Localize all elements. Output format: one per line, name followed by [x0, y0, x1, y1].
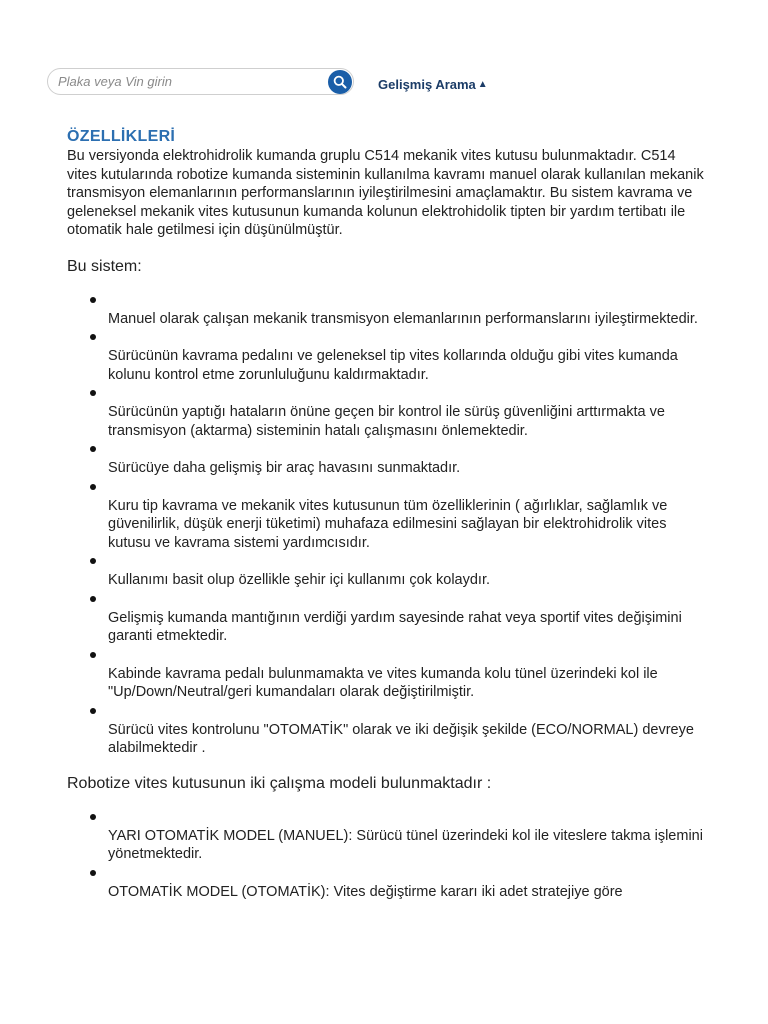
intro-paragraph: Bu versiyonda elektrohidrolik kumanda gruplu C514 mekanik vites kutusu bulunmaktadır. C514 vites kutularında robotize kumanda sisteminin kullanılma kavramı manuel olarak kullanılan mekanik transmisyon elemanlarının performanslarının iyileştirilmesini amaçlamaktır. Bu sistem kavrama ve geleneksel mekanik vites kutusunun kumanda kolunun elektrohidolik tipten bir yardım tertibatı ile otomatik hale getilmesi için düşünülmüştür.	[67, 148, 704, 238]
main-content	[67, 128, 707, 901]
list-item: Sürücünün yaptığı hataların önüne geçen bir kontrol ile sürüş güvenliğini arttırmakta ve transmisyon (aktarma) sisteminin hatalı çalışmasını önlemektedir.	[108, 384, 707, 440]
section-title: ÖZELLİKLERİ	[67, 128, 176, 145]
list-item: Kuru tip kavrama ve mekanik vites kutusunun tüm özelliklerinin ( ağırlıklar, sağlamlık ve güvenilirlik, düşük enerji tüketimi) muhafaza edilmesini sağlayan bir elektrohidrolik vites kutusu ve kavrama sistemi yardımcısıdır.	[108, 478, 707, 553]
system-heading: Bu sistem:	[67, 257, 142, 275]
search-bar	[47, 68, 488, 95]
list-item: Manuel olarak çalışan mekanik transmisyon elemanlarının performanslarını iyileştirmektedir.	[108, 291, 707, 329]
advanced-search-label: Gelişmiş Arama	[378, 77, 476, 92]
search-button[interactable]	[328, 70, 352, 94]
search-icon	[333, 75, 347, 89]
triangle-up-icon: ▲	[477, 79, 488, 90]
list-item: Kullanımı basit olup özellikle şehir içi kullanımı çok kolaydır.	[108, 552, 707, 590]
search-field-wrapper	[47, 68, 354, 95]
advanced-search-link[interactable]	[378, 77, 488, 92]
search-input[interactable]	[58, 74, 308, 89]
models-heading: Robotize vites kutusunun iki çalışma modeli bulunmaktadır :	[67, 774, 492, 792]
feature-list	[67, 291, 707, 758]
models-list	[67, 808, 707, 902]
list-item: Sürücünün kavrama pedalını ve geleneksel tip vites kollarında olduğu gibi vites kumanda kolunu kontrol etme zorunluluğunu kaldırmaktadır.	[108, 328, 707, 384]
list-item: Kabinde kavrama pedalı bulunmamakta ve vites kumanda kolu tünel üzerindeki kol ile "Up/Down/Neutral/geri kumandaları olarak değiştirilmiştir.	[108, 646, 707, 702]
list-item: Sürücüye daha gelişmiş bir araç havasını sunmaktadır.	[108, 440, 707, 478]
list-item: YARI OTOMATİK MODEL (MANUEL): Sürücü tünel üzerindeki kol ile viteslere takma işlemini yönetmektedir.	[108, 808, 707, 864]
list-item: OTOMATİK MODEL (OTOMATİK): Vites değiştirme kararı iki adet stratejiye göre	[108, 864, 707, 902]
list-item: Gelişmiş kumanda mantığının verdiği yardım sayesinde rahat veya sportif vites değişimini garanti etmektedir.	[108, 590, 707, 646]
list-item: Sürücü vites kontrolunu "OTOMATİK" olarak ve iki değişik şekilde (ECO/NORMAL) devreye alabilmektedir .	[108, 702, 707, 758]
